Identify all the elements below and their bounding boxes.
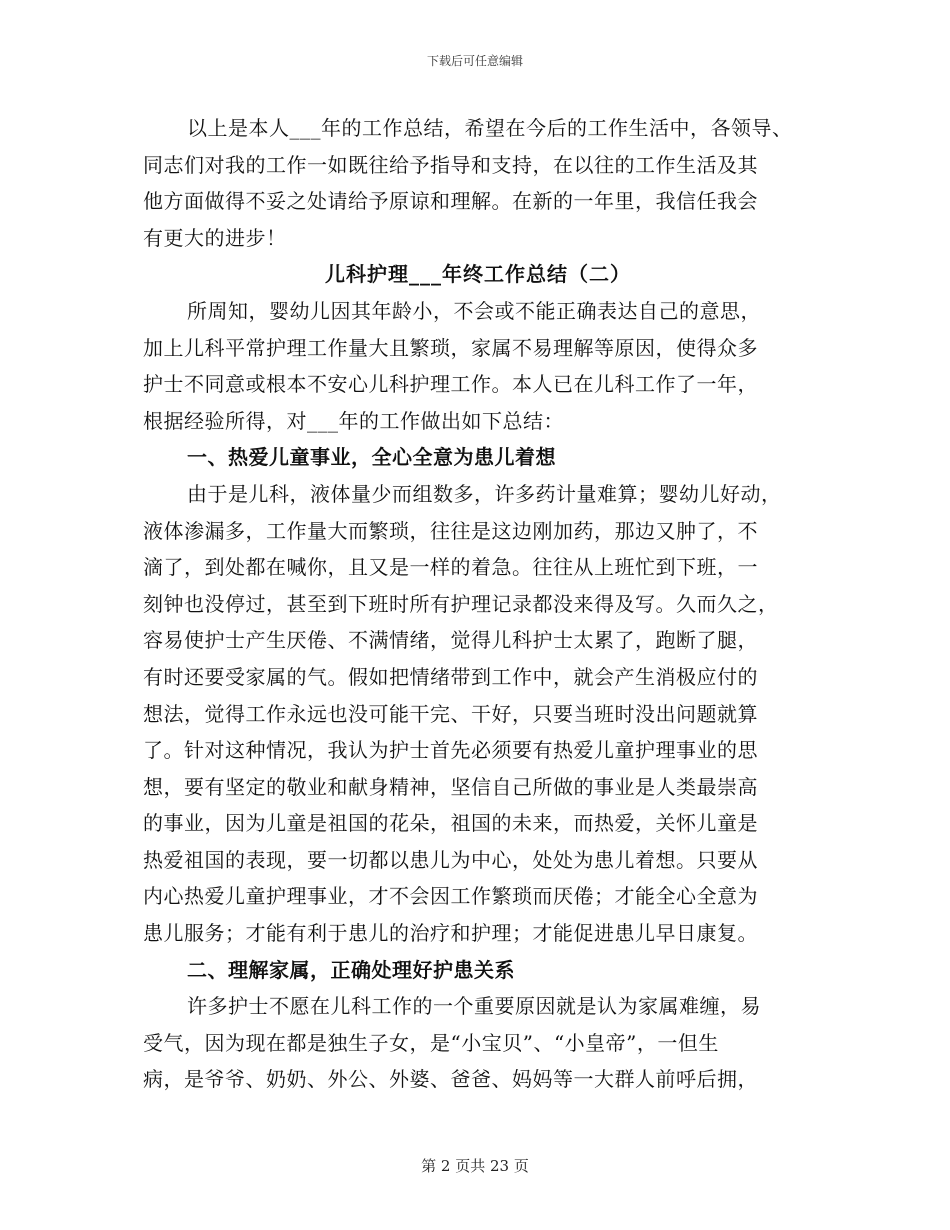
text-line: 有时还要受家属的气。假如把情绪带到工作中，就会产生消极应付的 (143, 664, 758, 689)
text-line: 滴了，到处都在喊你，且又是一样的着急。往往从上班忙到下班，一 (143, 555, 758, 580)
text-line: 想，要有坚定的敬业和献身精神，坚信自己所做的事业是人类最崇高 (143, 774, 758, 799)
text-line: 了。针对这种情况，我认为护士首先必须要有热爱儿童护理事业的思 (143, 738, 758, 763)
text-line: 病，是爷爷、奶奶、外公、外婆、爸爸、妈妈等一大群人前呼后拥， (143, 1067, 758, 1092)
text-line: 以上是本人___年的工作总结，希望在今后的工作生活中，各领导、 (187, 116, 793, 140)
text-line: 的事业，因为儿童是祖国的花朵，祖国的未来，而热爱，关怀儿童是 (143, 811, 758, 836)
page-header: 下载后可任意编辑 (426, 54, 523, 68)
text-line: 患儿服务；才能有利于患儿的治疗和护理；才能促进患儿早日康复。 (143, 921, 758, 946)
text-line: 他方面做得不妥之处请给予原谅和理解。在新的一年里，我信任我会 (143, 189, 758, 214)
text-line: 热爱祖国的表现，要一切都以患儿为中心，处处为患儿着想。只要从 (143, 847, 758, 872)
page-footer: 第 2 页共 23 页 (421, 1157, 529, 1175)
text-line: 有更大的进步！ (143, 225, 287, 250)
text-line: 容易使护士产生厌倦、不满情绪，觉得儿科护士太累了，跑断了腿， (143, 628, 758, 653)
text-line: 由于是儿科，液体量少而组数多，许多药计量难算；婴幼儿好动， (187, 481, 782, 506)
text-line: 想法，觉得工作永远也没可能干完、干好，只要当班时没出问题就算 (143, 701, 758, 726)
section-heading: 二、理解家属，正确处理好护患关系 (187, 957, 515, 982)
text-line: 护士不同意或根本不安心儿科护理工作。本人已在儿科工作了一年， (143, 372, 758, 397)
text-line: 加上儿科平常护理工作量大且繁琐，家属不易理解等原因，使得众多 (143, 335, 758, 360)
text-line: 刻钟也没停过，甚至到下班时所有护理记录都没来得及写。久而久之， (143, 591, 779, 616)
text-line: 同志们对我的工作一如既往给予指导和支持，在以往的工作生活及其 (143, 152, 758, 177)
text-line: 内心热爱儿童护理事业，才不会因工作繁琐而厌倦；才能全心全意为 (143, 884, 758, 909)
text-line: 液体渗漏多，工作量大而繁琐，往往是这边刚加药，那边又肿了，不 (143, 518, 758, 543)
text-line: 受气，因为现在都是独生子女，是“小宝贝”、“小皇帝”，一但生 (143, 1030, 719, 1055)
section-title: 儿科护理___年终工作总结（二） (325, 262, 631, 287)
text-line: 根据经验所得，对___年的工作做出如下总结： (143, 408, 564, 433)
section-heading: 一、热爱儿童事业，全心全意为患儿着想 (187, 445, 556, 470)
text-line: 许多护士不愿在儿科工作的一个重要原因就是认为家属难缠，易 (187, 994, 761, 1019)
document-body (143, 110, 813, 1098)
text-line: 所周知，婴幼儿因其年龄小，不会或不能正确表达自己的意思， (187, 298, 761, 323)
